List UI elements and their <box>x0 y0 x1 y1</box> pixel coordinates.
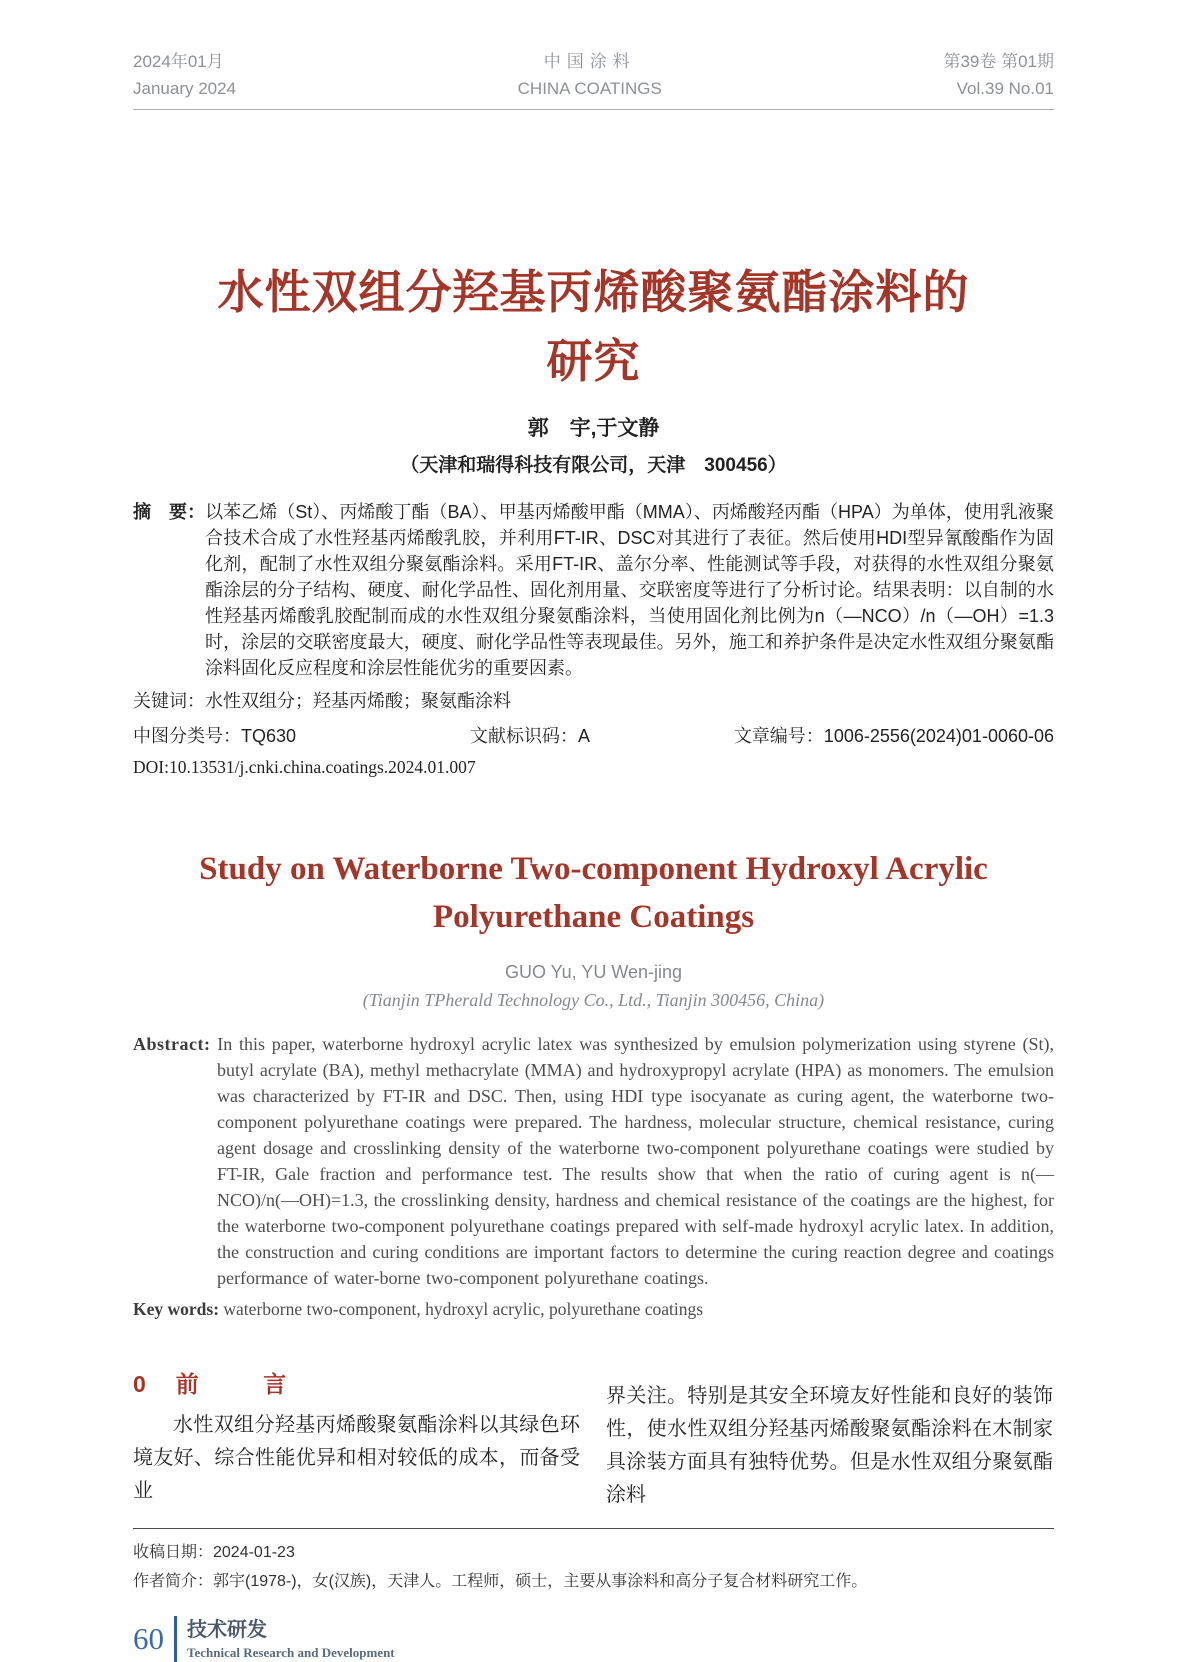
page-footer <box>133 1616 1054 1662</box>
abstract-en-text: In this paper, waterborne hydroxyl acrylic latex was synthesized by emulsion polymerization using styrene (St), butyl acrylate (BA), methyl methacrylate (MMA) and hydroxypropyl acrylate (HPA) as monomers. The emulsion was characterized by FT-IR and DSC. Then, using HDI type isocyanate as curing agent, the waterborne two-component polyurethane coatings were prepared. The hardness, molecular structure, chemical resistance, curing agent dosage and crosslinking density of the waterborne two-component polyurethane coatings were studied by FT-IR, Gale fraction and performance test. The results show that when the ratio of curing agent is n(—NCO)/n(—OH)=1.3, the crosslinking density, hardness and chemical resistance of the coatings are the highest, for the waterborne two-component polyurethane coatings prepared with self-made hydroxyl acrylic latex. In addition, the construction and curing conditions are important factors to determine the curing reaction degree and coatings performance of water-borne two-component polyurethane coatings. <box>210 1034 1054 1289</box>
header-date-en: January 2024 <box>133 79 237 99</box>
classification-row <box>133 722 1054 748</box>
article-title-cn-line2: 研究 <box>546 335 641 388</box>
abstract-en-label: Abstract: <box>133 1034 211 1055</box>
keywords-cn-label: 关键词： <box>133 691 205 712</box>
header-issue <box>943 48 1054 102</box>
journal-header <box>133 48 1054 110</box>
keywords-cn <box>133 687 1054 713</box>
article-number: 文章编号：1006-2556(2024)01-0060-06 <box>733 726 1054 747</box>
keywords-cn-text: 水性双组分；羟基丙烯酸；聚氨酯涂料 <box>205 691 511 712</box>
header-journal-name <box>518 48 662 102</box>
article-title-en-line1: Study on Waterborne Two-component Hydroxyl Acrylic <box>199 851 988 888</box>
footer-divider <box>174 1616 177 1662</box>
clc-number: 中图分类号：TQ630 <box>133 726 297 747</box>
article-title-cn <box>133 258 1054 396</box>
authors-en: GUO Yu, YU Wen-jing <box>504 962 683 983</box>
keywords-en-label: Key words: <box>133 1299 220 1320</box>
intro-right-column <box>606 1366 1053 1512</box>
document-code: 文献标识码：A <box>470 726 591 747</box>
article-title-cn-line1: 水性双组分羟基丙烯酸聚氨酯涂料的 <box>217 266 970 319</box>
section-title: 前 言 <box>175 1371 307 1398</box>
journal-name-en: CHINA COATINGS <box>517 79 662 99</box>
abstract-cn-text: 以苯乙烯（St）、丙烯酸丁酯（BA）、甲基丙烯酸甲酯（MMA）、丙烯酸羟丙酯（HPA）为单体，使用乳液聚合技术合成了水性羟基丙烯酸乳胶，并利用FT-IR、DSC对其进行了表征。然后使用HDI型异氰酸酯作为固化剂，配制了水性双组分聚氨酯涂料。采用FT-IR、盖尔分率、性能测试等手段，对获得的水性双组分聚氨酯涂层的分子结构、硬度、耐化学品性、固化剂用量、交联密度等进行了分析讨论。结果表明：以自制的水性羟基丙烯酸乳胶配制而成的水性双组分聚氨酯涂料，当使用固化剂比例为n（—NCO）/n（—OH）=1.3时，涂层的交联密度最大，硬度、耐化学品性等表现最佳。另外，施工和养护条件是决定水性双组分聚氨酯涂料固化反应程度和涂层性能优劣的重要因素。 <box>205 502 1054 679</box>
intro-left-column <box>133 1366 580 1512</box>
page-number: 60 <box>133 1621 164 1657</box>
header-issue-cn: 第39卷 第01期 <box>943 52 1054 71</box>
keywords-en-text: waterborne two-component, hydroxyl acrylic, polyurethane coatings <box>219 1299 704 1320</box>
received-date: 收稿日期：2024-01-23 <box>133 1544 295 1562</box>
header-date-cn: 2024年01月 <box>133 52 224 71</box>
journal-name-cn: 中国涂料 <box>543 52 636 71</box>
keywords-en <box>133 1299 1054 1320</box>
authors-cn: 郭 宇,于文静 <box>527 417 660 441</box>
section-heading <box>133 1366 580 1399</box>
footnote <box>133 1528 1054 1596</box>
column-name-cn: 技术研发 <box>187 1618 267 1641</box>
abstract-en <box>133 1031 1054 1291</box>
affiliation-en: (Tianjin TPherald Technology Co., Ltd., Tianjin 300456, China) <box>362 990 825 1011</box>
abstract-cn <box>133 499 1054 681</box>
doi: DOI:10.13531/j.cnki.china.coatings.2024.01.007 <box>133 757 476 778</box>
section-number: 0 <box>133 1371 146 1398</box>
intro-right-text: 界关注。特别是其安全环境友好性能和良好的装饰性，使水性双组分羟基丙烯酸聚氨酯涂料在木制家具涂装方面具有独特优势。但是水性双组分聚氨酯涂料 <box>606 1385 1053 1507</box>
header-date <box>133 48 236 102</box>
intro-section <box>133 1366 1054 1512</box>
affiliation-cn: （天津和瑞得科技有限公司，天津 300456） <box>400 455 787 477</box>
column-info <box>187 1618 395 1661</box>
column-name-en: Technical Research and Development <box>187 1644 395 1660</box>
article-title-en <box>133 846 1054 942</box>
abstract-cn-label: 摘 要： <box>133 502 206 523</box>
header-issue-en: Vol.39 No.01 <box>956 79 1054 99</box>
intro-left-text: 水性双组分羟基丙烯酸聚氨酯涂料以其绿色环境友好、综合性能优异和相对较低的成本，而备受业 <box>133 1414 580 1503</box>
article-title-en-line2: Polyurethane Coatings <box>432 899 755 936</box>
author-bio: 作者简介：郭宇(1978-)，女(汉族)，天津人。工程师，硕士，主要从事涂料和高分子复合材料研究工作。 <box>133 1573 868 1591</box>
